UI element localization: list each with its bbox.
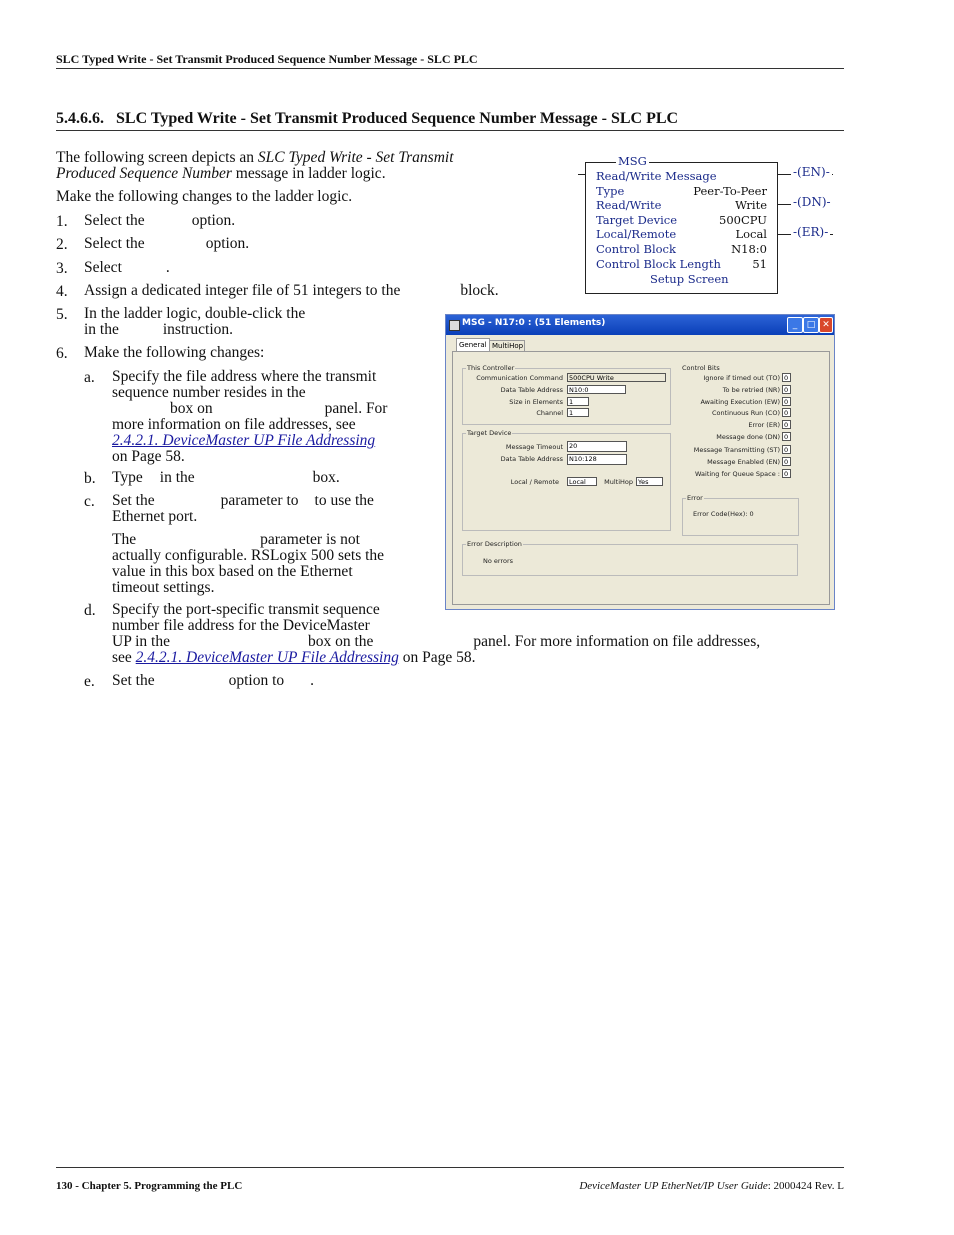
- substep-d-text: [112, 602, 842, 666]
- error-description-label: Error Description: [467, 540, 522, 548]
- ladder-lr-label: Local/Remote: [596, 227, 677, 241]
- step-3-a: Select: [84, 259, 122, 276]
- note-a: The: [112, 531, 137, 548]
- step-4-number: 4.: [56, 283, 68, 300]
- msg-instruction-block[interactable]: [585, 154, 778, 294]
- local-remote-field[interactable]: Local: [567, 477, 597, 486]
- bit-to-value[interactable]: 0: [782, 373, 791, 382]
- tab-general[interactable]: [456, 338, 490, 352]
- bit-st-label: Message Transmitting (ST): [693, 446, 780, 454]
- intro-text: The following screen depicts an: [56, 149, 258, 166]
- substep-c-c: to use the: [314, 492, 374, 509]
- dn-coil: -(DN)-: [793, 195, 831, 209]
- en-coil: -(EN)-: [793, 165, 830, 179]
- control-bits-label: Control Bits: [682, 364, 720, 372]
- file-addressing-link-d[interactable]: 2.4.2.1. DeviceMaster UP File Addressing: [135, 649, 399, 666]
- step-5-b: in the: [84, 321, 119, 338]
- intro-paragraph: [56, 150, 536, 182]
- step-1-b: option.: [191, 212, 236, 229]
- bit-nr-label: To be retried (NR): [722, 386, 780, 394]
- minimize-button[interactable]: _: [787, 317, 803, 333]
- tab-multihop-label: MultiHop: [492, 342, 524, 350]
- er-coil: -(ER)-: [793, 225, 829, 239]
- step-4-b: block.: [460, 282, 499, 299]
- tab-panel: [452, 351, 830, 605]
- setup-screen-label[interactable]: Setup Screen: [650, 272, 729, 286]
- substep-c-line2: Ethernet port.: [112, 508, 198, 525]
- step-4-a: Assign a dedicated integer file of 51 integers to the: [84, 282, 401, 299]
- ladder-cb-value: N18:0: [731, 242, 767, 256]
- substep-c-label: c.: [84, 493, 95, 510]
- rw-message-label: Read/Write Message: [596, 169, 717, 183]
- note-b: parameter is not: [260, 531, 360, 548]
- multihop-field[interactable]: Yes: [636, 477, 663, 486]
- footer-guide-title: DeviceMaster UP EtherNet/IP User Guide: [579, 1180, 768, 1192]
- footer-doc-number: : 2000424 Rev. L: [767, 1180, 844, 1192]
- error-label: Error: [687, 494, 703, 502]
- substep-a-label: a.: [84, 369, 95, 386]
- step-1-text: [84, 213, 235, 229]
- note-line2: actually configurable. RSLogix 500 sets the: [112, 547, 385, 564]
- footer-right: [579, 1180, 844, 1192]
- substep-d-line1: Specify the port-specific transmit sequence: [112, 601, 380, 618]
- substep-d-line2: number file address for the DeviceMaster: [112, 617, 370, 634]
- substep-c-a: Set the: [112, 492, 155, 509]
- bit-co-value[interactable]: 0: [782, 408, 791, 417]
- size-field[interactable]: 1: [567, 397, 589, 406]
- step-2-a: Select the: [84, 235, 145, 252]
- maximize-button[interactable]: □: [803, 317, 819, 333]
- step-1-a: Select the: [84, 212, 145, 229]
- bit-nr-value[interactable]: 0: [782, 385, 791, 394]
- error-code: Error Code(Hex): 0: [693, 510, 754, 518]
- msg-label: MSG: [618, 154, 647, 168]
- close-button[interactable]: ✕: [819, 317, 833, 333]
- no-errors-text: No errors: [483, 557, 514, 565]
- bit-queue-label: Waiting for Queue Space :: [695, 470, 780, 478]
- ladder-cbl-label: Control Block Length: [596, 257, 721, 271]
- intro-italic-2: Produced Sequence Number: [56, 165, 232, 182]
- step-5-text: [84, 306, 305, 338]
- ladder-type-value: Peer-To-Peer: [693, 184, 767, 198]
- section-rule: [56, 130, 844, 131]
- ladder-target-label: Target Device: [596, 213, 678, 227]
- er-coil-label: ER: [801, 225, 820, 239]
- substep-b-a: Type: [112, 469, 143, 486]
- substep-e-text: [112, 673, 314, 689]
- substep-e-label: e.: [84, 673, 95, 690]
- intro-text-2: message in ladder logic.: [231, 165, 386, 182]
- bit-st-value[interactable]: 0: [782, 445, 791, 454]
- dta-field[interactable]: N10:0: [567, 385, 626, 394]
- substep-a-line4: more information on file addresses, see: [112, 416, 356, 433]
- substep-a-page: on Page 58.: [112, 448, 185, 465]
- running-header: SLC Typed Write - Set Transmit Produced Sequence Number Message - SLC PLC: [56, 52, 478, 66]
- substep-a-line3a: box on: [170, 400, 213, 417]
- dn-coil-label: DN: [801, 195, 822, 209]
- step-3-number: 3.: [56, 260, 68, 277]
- make-changes-text: Make the following changes to the ladder logic.: [56, 188, 353, 205]
- msg-dialog: [445, 314, 835, 610]
- substep-e-a: Set the: [112, 672, 155, 689]
- bit-dn-value[interactable]: 0: [782, 432, 791, 441]
- bit-en-label: Message Enabled (EN): [707, 458, 780, 466]
- timeout-field[interactable]: 20: [567, 441, 627, 452]
- ladder-cb-label: Control Block: [596, 242, 676, 256]
- ladder-type-label: Type: [596, 184, 625, 198]
- app-icon: [449, 320, 460, 331]
- intro-italic: SLC Typed Write - Set Transmit: [257, 149, 454, 166]
- local-remote-label: Local / Remote: [510, 478, 559, 486]
- dialog-title: MSG - N17:0 : (51 Elements): [462, 318, 606, 328]
- substep-e-c: .: [310, 672, 315, 689]
- substep-e-b: option to: [228, 672, 285, 689]
- step-4-text: [84, 283, 499, 299]
- substep-c-text: [112, 493, 432, 525]
- substep-a-line1: Specify the file address where the transmit: [112, 368, 377, 385]
- ladder-lr-value: Local: [735, 227, 767, 241]
- channel-field[interactable]: 1: [567, 408, 589, 417]
- bit-ew-label: Awaiting Execution (EW): [700, 398, 780, 406]
- substep-b-label: b.: [84, 470, 96, 487]
- target-device-label: Target Device: [467, 429, 512, 437]
- substep-d-page: on Page 58.: [402, 649, 476, 666]
- substep-d-line3b: box on the: [307, 633, 374, 650]
- section-title-text: SLC Typed Write - Set Transmit Produced Sequence Number Message - SLC PLC: [116, 110, 679, 127]
- step-6-text: Make the following changes:: [84, 344, 265, 361]
- timeout-note: [112, 532, 432, 596]
- timeout-label: Message Timeout: [505, 443, 563, 451]
- substep-d-see: see: [112, 649, 132, 666]
- channel-label: Channel: [536, 409, 563, 417]
- header-rule: [56, 68, 844, 69]
- substep-b-text: [112, 470, 340, 486]
- substep-a-line2: sequence number resides in the: [112, 384, 306, 401]
- bit-ew-value[interactable]: 0: [782, 397, 791, 406]
- ladder-rw-label: Read/Write: [596, 198, 662, 212]
- step-6-number: 6.: [56, 345, 68, 362]
- note-line4: timeout settings.: [112, 579, 215, 596]
- substep-a-text: [112, 369, 432, 465]
- substep-b-b: in the: [159, 469, 195, 486]
- substep-d-line3a: UP in the: [112, 633, 170, 650]
- section-number: 5.4.6.6.: [56, 110, 104, 127]
- step-5-number: 5.: [56, 306, 68, 323]
- substep-b-c: box.: [312, 469, 340, 486]
- bit-er-label: Error (ER): [748, 421, 780, 429]
- bit-er-value[interactable]: 0: [782, 420, 791, 429]
- target-dta-label: Data Table Address: [500, 455, 563, 463]
- this-controller-label: This Controller: [467, 364, 515, 372]
- step-5-a: In the ladder logic, double-click the: [84, 305, 306, 322]
- comm-cmd-label: Communication Command: [476, 374, 563, 382]
- bit-queue-value[interactable]: 0: [782, 469, 791, 478]
- footer-rule: [56, 1167, 844, 1168]
- step-3-b: .: [165, 259, 170, 276]
- note-line3: value in this box based on the Ethernet: [112, 563, 353, 580]
- dialog-titlebar: [446, 315, 834, 335]
- bit-to-label: Ignore if timed out (TO): [703, 374, 780, 382]
- substep-c-b: parameter to: [220, 492, 299, 509]
- tab-general-label: General: [459, 341, 487, 349]
- section-title: [56, 110, 678, 128]
- step-2-number: 2.: [56, 236, 68, 253]
- bit-en-value[interactable]: 0: [782, 457, 791, 466]
- step-1-number: 1.: [56, 213, 68, 230]
- substep-a-line3b: panel. For: [324, 400, 388, 417]
- en-coil-label: EN: [801, 165, 822, 179]
- substep-d-label: d.: [84, 602, 96, 619]
- step-3-text: [84, 260, 170, 276]
- target-dta-field[interactable]: N10:128: [567, 454, 627, 465]
- step-5-c: instruction.: [162, 321, 234, 338]
- ladder-target-value: 500CPU: [719, 213, 767, 227]
- step-2-text: [84, 236, 249, 252]
- bit-co-label: Continuous Run (CO): [711, 409, 780, 417]
- bit-dn-label: Message done (DN): [716, 433, 780, 441]
- multihop-label: MultiHop: [604, 478, 633, 486]
- ladder-cbl-value: 51: [752, 257, 767, 271]
- ladder-rw-value: Write: [735, 198, 767, 212]
- dta-label: Data Table Address: [500, 386, 563, 394]
- comm-cmd-field[interactable]: 500CPU Write: [567, 373, 666, 382]
- substep-d-line3c: panel. For more information on file addresses,: [473, 633, 761, 650]
- footer-left: 130 - Chapter 5. Programming the PLC: [56, 1180, 243, 1192]
- size-label: Size in Elements: [509, 398, 563, 406]
- step-2-b: option.: [205, 235, 250, 252]
- file-addressing-link-a[interactable]: 2.4.2.1. DeviceMaster UP File Addressing: [112, 432, 376, 449]
